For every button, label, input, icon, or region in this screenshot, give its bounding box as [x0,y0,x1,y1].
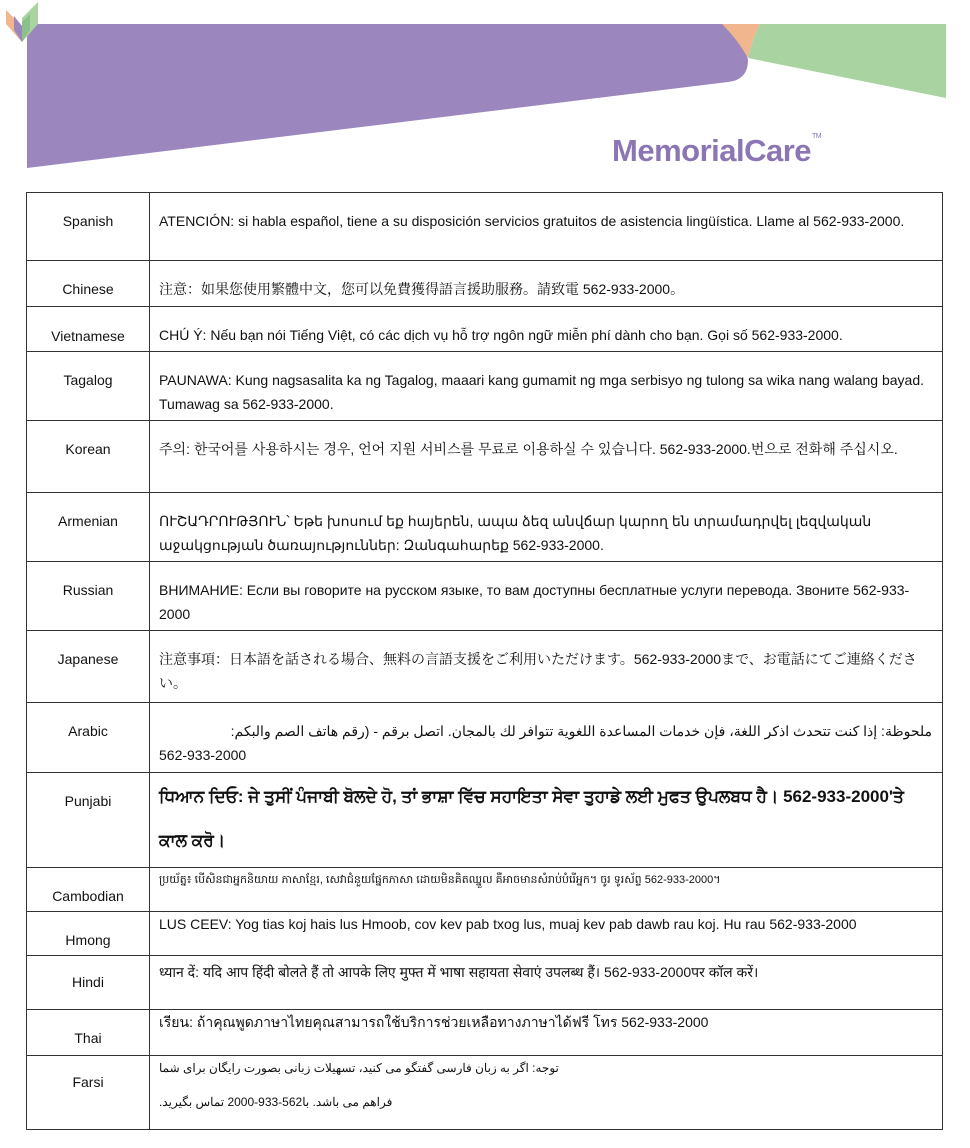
language-assistance-table [26,192,943,1130]
notice-cell [150,1010,943,1056]
language-name: Spanish [62,213,114,229]
language-name-cell [27,193,150,261]
notice-cell [150,631,943,703]
notice-text: ਧਿਆਨ ਦਿਓ: ਜੇ ਤੁਸੀਂ ਪੰਜਾਬੀ ਬੋਲਦੇ ਹੋ, ਤਾਂ ਭਾਸ਼ਾ ਵਿੱਚ ਸਹਾਇਤਾ ਸੇਵਾ ਤੁਹਾਡੇ ਲਈ ਮੁਫਤ ਉਪਲਬਧ ਹੈ। 562-933-2000'ਤੇ ਕਾਲ ਕਰੋ। [159,787,904,850]
table-row [27,421,943,493]
language-name: Tagalog [63,372,113,388]
notice-text: ملحوظة: إذا كنت تتحدث اذكر اللغة، فإن خدمات المساعدة اللغوية تتوافر لك بالمجان. اتصل برقم - (رقم هاتف الصم والبكم: [230,723,932,739]
language-name-cell [27,773,150,868]
memorialcare-logo [612,133,821,169]
language-name: Japanese [57,651,119,667]
notice-text-2: فراهم می باشد. با562-933-2000 تماس بگیرید. [159,1095,393,1109]
table-row [27,307,943,352]
notice-text: ՈՒՇԱԴՐՈՒԹՅՈՒՆ՝ Եթե խոսում եք հայերեն, ապա ձեզ անվճար կարող են տրամադրվել լեզվական աջակցության ծառայություններ: Զանգահարեք 562-933-2000. [159,513,872,553]
notice-cell [150,703,943,773]
language-name: Russian [62,582,114,598]
notice-cell [150,912,943,956]
language-name: Armenian [58,513,118,529]
language-name-cell [27,956,150,1010]
language-name-cell [27,352,150,421]
notice-text: ВНИМАНИЕ: Если вы говорите на русском языке, то вам доступны бесплатные услуги перевода. Звоните 562-933-2000 [159,582,910,622]
notice-block [150,1056,942,1118]
language-name-cell [27,421,150,493]
notice-cell [150,562,943,631]
notice-text: เรียน: ถ้าคุณพูดภาษาไทยคุณสามารถใช้บริการช่วยเหลือทางภาษาได้ฟรี โทร 562-933-2000 [159,1014,709,1030]
language-name: Arabic [68,723,108,739]
notice-text: ATENCIÓN: si habla español, tiene a su disposición servicios gratuitos de asistencia lingüística. Llame al 562-933-2000. [159,213,905,229]
language-name-cell [27,703,150,773]
notice-text: ប្រយ័ត្ន៖ បើសិនជាអ្នកនិយាយ ភាសាខ្មែរ, សេវាជំនួយផ្នែកភាសា ដោយមិនគិតឈ្នួល គឺអាចមានសំរាប់បំរើអ្នក។ ចូរ ទូរស័ព្ទ 562-933-2000។ [159,874,721,886]
language-name-cell [27,1010,150,1056]
notice-text: PAUNAWA: Kung nagsasalita ka ng Tagalog, maaari kang gumamit ng mga serbisyo ng tulong sa wika nang walang bayad. Tumawag sa 562-933-2000. [159,372,924,412]
notice-cell [150,1056,943,1130]
notice-number: 562-933-2000 [159,747,247,763]
notice-cell [150,868,943,912]
logo-text: MemorialCare [612,133,812,168]
table-row [27,773,943,868]
table-row [27,352,943,421]
notice-cell [150,421,943,493]
language-name: Vietnamese [51,328,125,344]
logo-leaf-icon [0,0,44,44]
trademark-mark: TM [812,133,822,140]
table-row [27,1056,943,1130]
notice-block [150,703,942,771]
header-banner [0,0,970,180]
notice-cell [150,352,943,421]
notice-text: توجه: اگر به زبان فارسی گفتگو می کنید، تسهیلات زبانی بصورت رایگان برای شما [159,1061,559,1075]
language-name: Thai [74,1030,102,1046]
table-row [27,493,943,562]
notice-cell [150,193,943,261]
notice-text: ध्यान दें: यदि आप हिंदी बोलते हैं तो आपके लिए मुफ्त में भाषा सहायता सेवाएं उपलब्ध हैं। 562-933-2000पर कॉल करें। [159,964,759,980]
table-row [27,193,943,261]
notice-cell [150,307,943,352]
notice-text: 주의: 한국어를 사용하시는 경우, 언어 지원 서비스를 무료로 이용하실 수 있습니다. 562-933-2000.번으로 전화해 주십시오. [159,441,898,457]
language-name-cell [27,261,150,307]
language-name: Chinese [62,281,114,297]
notice-text: LUS CEEV: Yog tias koj hais lus Hmoob, cov kev pab txog lus, muaj kev pab dawb rau koj. Hu rau 562-933-2000 [159,916,857,932]
language-name-cell [27,307,150,352]
table-row [27,703,943,773]
language-name-cell [27,631,150,703]
language-name: Hindi [72,974,104,990]
language-name: Farsi [72,1074,104,1090]
banner-graphic [0,0,970,180]
notice-text: 注意事項：日本語を話される場合、無料の言語支援をご利用いただけます。562-933-2000まで、お電話にてご連絡ください。 [159,651,917,691]
language-name: Punjabi [64,793,112,809]
table-row [27,631,943,703]
green-wave [748,24,946,98]
notice-cell [150,956,943,1010]
language-name-cell [27,493,150,562]
notice-cell [150,773,943,868]
table-row [27,868,943,912]
notice-text: 注意：如果您使用繁體中文，您可以免費獲得語言援助服務。請致電 562-933-2000。 [159,281,685,297]
language-name-cell [27,912,150,956]
table-row [27,912,943,956]
notice-cell [150,493,943,562]
language-name-cell [27,868,150,912]
language-name: Hmong [65,932,111,948]
table-row [27,562,943,631]
table-row [27,1010,943,1056]
notice-cell [150,261,943,307]
table-row [27,956,943,1010]
language-name-cell [27,1056,150,1130]
language-name: Cambodian [52,888,124,904]
language-name-cell [27,562,150,631]
notice-text: CHÚ Ý: Nếu bạn nói Tiếng Việt, có các dịch vụ hỗ trợ ngôn ngữ miễn phí dành cho bạn. Gọi số 562-933-2000. [159,327,843,343]
language-name: Korean [65,441,111,457]
table-row [27,261,943,307]
